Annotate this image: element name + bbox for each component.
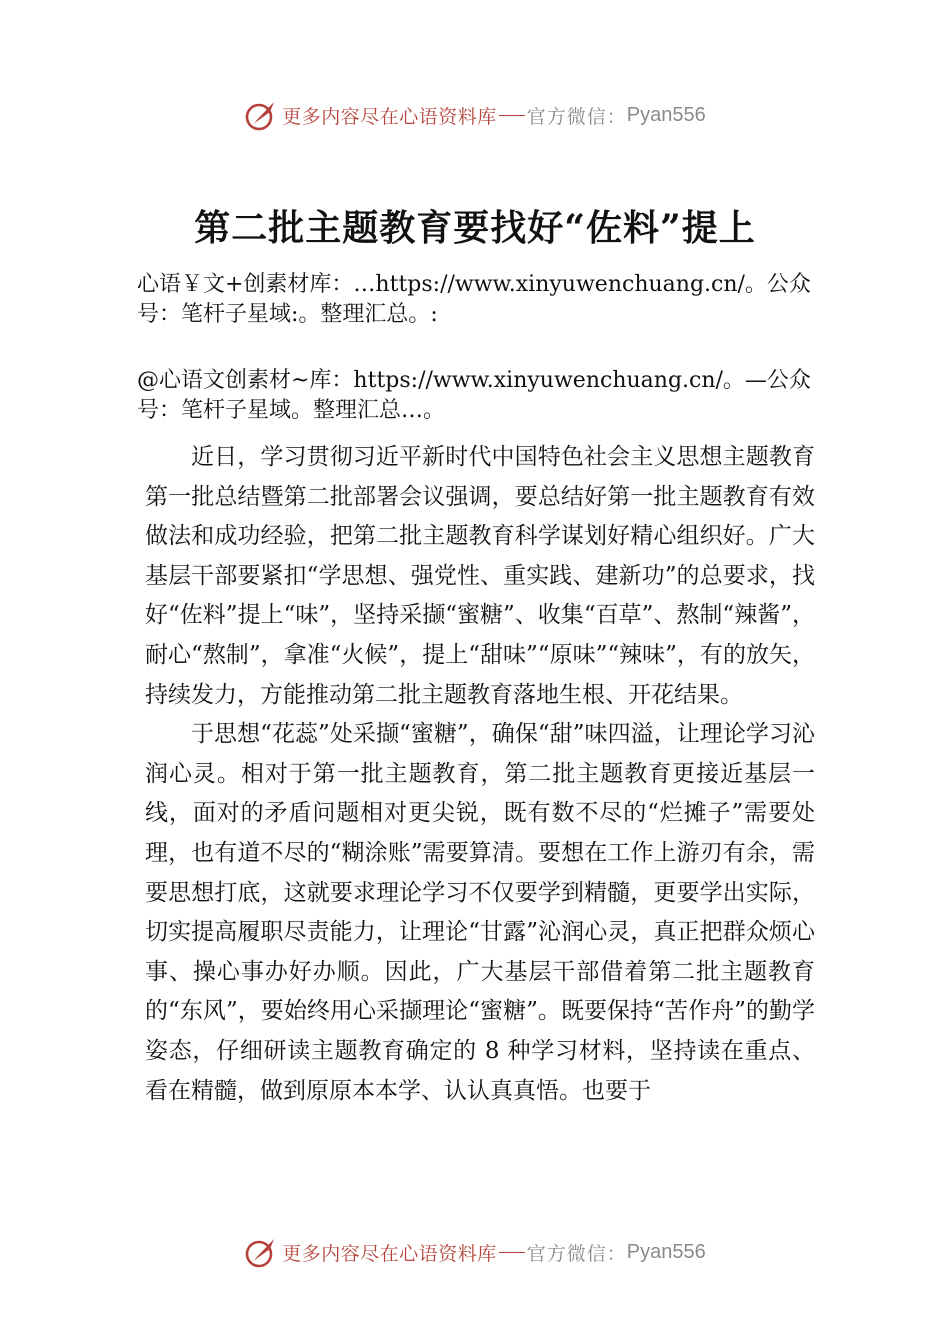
quill-logo-icon [244,98,278,132]
body-paragraph-2: 于思想“花蕊”处采撷“蜜糖”，确保“甜”味四溢，让理论学习沁润心灵。相对于第一批主题教育，第二批主题教育更接近基层一线，面对的矛盾问题相对更尖锐，既有数不尽的“烂摊子”需要处理，也有道不尽的“糊涂账”需要算清。要想在工作上游刃有余，需要思想打底，这就要求理论学习不仅要学到精髓，更要学出实际，切实提高履职尽责能力，让理论“甘露”沁润心灵，真正把群众烦心事、操心事办好办顺。因此，广大基层干部借着第二批主题教育的“东风”，要始终用心采撷理论“蜜糖”。既要保持“苦作舟”的勤学姿态，仔细研读主题教育确定的 8 种学习材料，坚持读在重点、看在精髓，做到原原本本学、认认真真悟。也要于 [145,721,815,1104]
footer-banner [0,1232,950,1272]
banner-wechat-label: 官方微信： [526,105,627,128]
body-paragraph-1: 近日，学习贯彻习近平新时代中国特色社会主义思想主题教育第一批总结暨第二批部署会议强调，要总结好第一批主题教育有效做法和成功经验，把第二批主题教育科学谋划好精心组织好。广大基层干部要紧扣“学思想、强党性、重实践、建新功”的总要求，找好“佐料”提上“味”，坚持采撷“蜜糖”、收集“百草”、熬制“辣酱”，耐心“熬制”，拿准“火候”，提上“甜味”“原味”“辣味”，有的放矢，持续发力，方能推动第二批主题教育落地生根、开花结果。 [145,444,815,708]
meta-line-1: 心语￥文+创素材库：…https://www.xinyuwenchuang.cn/。公众号：笔杆子星域:。整理汇总。: [137,272,811,327]
banner-wechat-label: 官方微信： [526,1242,627,1265]
banner-dash [499,115,525,116]
document-body [145,438,815,1111]
banner-wechat-id: Pyan556 [626,1240,706,1263]
quill-logo-icon [244,1235,278,1269]
meta-line-2: @心语文创素材~库：https://www.xinyuwenchuang.cn/。—公众号：笔杆子星域。整理汇总…。 [137,368,811,423]
banner-slogan: 更多内容尽在心语资料库 [282,105,497,128]
document-title: 第二批主题教育要找好“佐料”提上 [194,207,756,249]
banner-slogan: 更多内容尽在心语资料库 [282,1242,497,1265]
header-banner [0,95,950,135]
banner-wechat-id: Pyan556 [626,103,706,126]
banner-dash [499,1252,525,1253]
